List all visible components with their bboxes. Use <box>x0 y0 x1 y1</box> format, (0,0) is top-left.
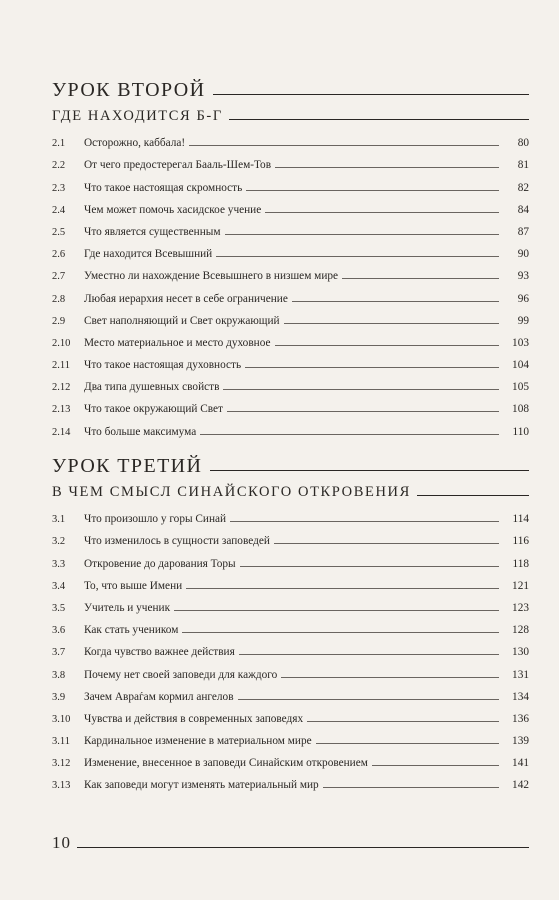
entry-title: От чего предостерегал Бааль-Шем-Тов <box>84 159 272 172</box>
dot-leader <box>174 610 499 611</box>
dot-leader <box>223 389 499 390</box>
dot-leader <box>238 699 499 700</box>
dot-leader <box>275 345 499 346</box>
dot-leader <box>230 521 499 522</box>
entry-number: 2.12 <box>52 382 71 394</box>
entry-page: 128 <box>512 624 529 637</box>
entry-page: 134 <box>512 690 529 703</box>
entry-number: 2.8 <box>52 293 66 305</box>
entry-title: Как заповеди могут изменять материальный мир <box>84 779 319 792</box>
entry-page: 104 <box>512 359 529 372</box>
lesson-three-subheading <box>52 478 529 500</box>
entry-title: Что такое настоящая духовность <box>84 359 242 372</box>
dot-leader <box>189 145 499 146</box>
dot-leader <box>239 654 499 655</box>
dot-leader <box>216 256 499 257</box>
entry-page: 103 <box>512 336 529 349</box>
entry-page: 139 <box>512 735 529 748</box>
toc-entry[interactable] <box>52 393 529 415</box>
toc-entry[interactable] <box>52 703 529 725</box>
toc-entry[interactable] <box>52 658 529 680</box>
toc-entry[interactable] <box>52 747 529 769</box>
entry-title: Чем может помочь хасидское учение <box>84 203 262 216</box>
entry-number: 3.13 <box>52 780 71 792</box>
entry-number: 2.3 <box>52 182 66 194</box>
toc-entry[interactable] <box>52 415 529 437</box>
entry-number: 3.5 <box>52 602 66 614</box>
entry-title: Чувства и действия в современных заповедях <box>84 712 304 725</box>
toc-entry[interactable] <box>52 282 529 304</box>
lesson-two-title: УРОК ВТОРОЙ <box>52 79 206 101</box>
toc-entry[interactable] <box>52 149 529 171</box>
entry-title: То, что выше Имени <box>84 579 183 592</box>
entry-title: Почему нет своей заповеди для каждого <box>84 668 278 681</box>
entry-title: Уместно ли нахождение Всевышнего в низшем мире <box>84 270 339 283</box>
entry-title: Два типа душевных свойств <box>84 381 220 394</box>
toc-entry[interactable] <box>52 238 529 260</box>
lesson-two-heading <box>52 74 529 100</box>
entry-number: 2.11 <box>52 360 70 372</box>
entry-page: 121 <box>512 579 529 592</box>
dot-leader <box>186 588 499 589</box>
dot-leader <box>240 566 499 567</box>
entry-page: 90 <box>517 248 529 261</box>
entry-number: 2.13 <box>52 404 71 416</box>
dot-leader <box>307 721 499 722</box>
entry-title: Откровение до дарования Торы <box>84 557 236 570</box>
dot-leader <box>284 323 499 324</box>
dot-leader <box>245 367 499 368</box>
entry-number: 2.2 <box>52 160 66 172</box>
entry-page: 105 <box>512 381 529 394</box>
entry-page: 130 <box>512 646 529 659</box>
entry-number: 3.3 <box>52 558 66 570</box>
entry-number: 2.7 <box>52 271 66 283</box>
dot-leader <box>342 278 499 279</box>
entry-number: 3.6 <box>52 625 66 637</box>
entry-number: 2.5 <box>52 226 66 238</box>
entry-number: 2.6 <box>52 249 66 261</box>
toc-entry[interactable] <box>52 592 529 614</box>
dot-leader <box>275 167 499 168</box>
entry-page: 110 <box>512 425 529 438</box>
entry-page: 131 <box>512 668 529 681</box>
toc-entry[interactable] <box>52 194 529 216</box>
dot-leader <box>246 190 499 191</box>
entry-page: 80 <box>517 137 529 150</box>
toc-entry[interactable] <box>52 614 529 636</box>
entry-page: 118 <box>512 557 529 570</box>
toc-entry[interactable] <box>52 681 529 703</box>
dot-leader <box>227 411 499 412</box>
toc-entry[interactable] <box>52 503 529 525</box>
footer-rule <box>77 847 529 848</box>
entry-number: 2.10 <box>52 337 71 349</box>
entry-title: Где находится Всевышний <box>84 248 213 261</box>
dot-leader <box>200 434 499 435</box>
entry-number: 2.14 <box>52 426 71 438</box>
lesson-two-subtitle: ГДЕ НАХОДИТСЯ Б-Г <box>52 108 223 124</box>
entry-title: Когда чувство важнее действия <box>84 646 235 659</box>
entry-title: Что является существенным <box>84 225 221 238</box>
dot-leader <box>316 743 499 744</box>
entry-number: 2.1 <box>52 138 66 150</box>
entry-title: Любая иерархия несет в себе ограничение <box>84 292 288 305</box>
entry-page: 96 <box>517 292 529 305</box>
entry-title: Зачем Авраѓам кормил ангелов <box>84 690 234 703</box>
entry-page: 82 <box>517 181 529 194</box>
entry-number: 2.9 <box>52 315 66 327</box>
page-footer <box>52 833 529 853</box>
entry-title: Место материальное и место духовное <box>84 336 271 349</box>
entry-number: 3.7 <box>52 647 66 659</box>
toc-entry[interactable] <box>52 371 529 393</box>
dot-leader <box>182 632 499 633</box>
entry-page: 114 <box>512 513 529 526</box>
entry-page: 116 <box>512 535 529 548</box>
entry-title: Осторожно, каббала! <box>84 137 186 150</box>
dot-leader <box>265 212 499 213</box>
toc-entry[interactable] <box>52 171 529 193</box>
entry-page: 99 <box>517 314 529 327</box>
lesson-two-section <box>52 74 529 438</box>
heading-rule <box>213 94 529 95</box>
entry-page: 87 <box>517 225 529 238</box>
toc-entry[interactable] <box>52 525 529 547</box>
entry-title: Что больше максимума <box>84 425 197 438</box>
entry-page: 142 <box>512 779 529 792</box>
entry-number: 3.8 <box>52 669 66 681</box>
entry-title: Изменение, внесенное в заповеди Синайским откровением <box>84 757 368 770</box>
heading-rule <box>210 470 529 471</box>
entry-number: 3.10 <box>52 713 71 725</box>
entry-title: Что такое настоящая скромность <box>84 181 243 194</box>
entry-page: 136 <box>512 712 529 725</box>
toc-entry[interactable] <box>52 725 529 747</box>
entry-title: Кардинальное изменение в материальном мире <box>84 735 312 748</box>
entry-number: 3.1 <box>52 514 66 526</box>
lesson-three-section <box>52 450 529 791</box>
entry-page: 93 <box>517 270 529 283</box>
dot-leader <box>274 543 499 544</box>
subheading-rule <box>417 495 529 496</box>
toc-entry[interactable] <box>52 570 529 592</box>
lesson-three-heading <box>52 450 529 476</box>
entry-title: Свет наполняющий и Свет окружающий <box>84 314 280 327</box>
entry-title: Что такое окружающий Свет <box>84 403 223 416</box>
dot-leader <box>281 677 499 678</box>
dot-leader <box>225 234 499 235</box>
entry-page: 123 <box>512 601 529 614</box>
entry-title: Что изменилось в сущности заповедей <box>84 535 270 548</box>
entry-title: Учитель и ученик <box>84 601 171 614</box>
entry-page: 84 <box>517 203 529 216</box>
entry-title: Что произошло у горы Синай <box>84 513 227 526</box>
dot-leader <box>372 765 499 766</box>
entry-number: 3.11 <box>52 736 70 748</box>
toc-entry[interactable] <box>52 216 529 238</box>
lesson-three-entries <box>52 503 529 791</box>
entry-number: 2.4 <box>52 204 66 216</box>
toc-entry[interactable] <box>52 260 529 282</box>
lesson-three-title: УРОК ТРЕТИЙ <box>52 455 203 477</box>
page-number: 10 <box>52 833 71 852</box>
dot-leader <box>292 301 499 302</box>
entry-number: 3.2 <box>52 536 66 548</box>
toc-entry[interactable] <box>52 305 529 327</box>
toc-entry[interactable] <box>52 349 529 371</box>
lesson-two-entries <box>52 127 529 438</box>
toc-entry[interactable] <box>52 327 529 349</box>
entry-number: 3.4 <box>52 580 66 592</box>
entry-number: 3.9 <box>52 691 66 703</box>
entry-page: 108 <box>512 403 529 416</box>
entry-number: 3.12 <box>52 758 71 770</box>
lesson-two-subheading <box>52 102 529 124</box>
toc-entry[interactable] <box>52 127 529 149</box>
toc-entry[interactable] <box>52 547 529 569</box>
toc-entry[interactable] <box>52 636 529 658</box>
entry-title: Как стать учеником <box>84 624 179 637</box>
entry-page: 81 <box>517 159 529 172</box>
dot-leader <box>323 787 499 788</box>
entry-page: 141 <box>512 757 529 770</box>
lesson-three-subtitle: В ЧЕМ СМЫСЛ СИНАЙСКОГО ОТКРОВЕНИЯ <box>52 484 411 500</box>
toc-entry[interactable] <box>52 769 529 791</box>
subheading-rule <box>229 119 529 120</box>
